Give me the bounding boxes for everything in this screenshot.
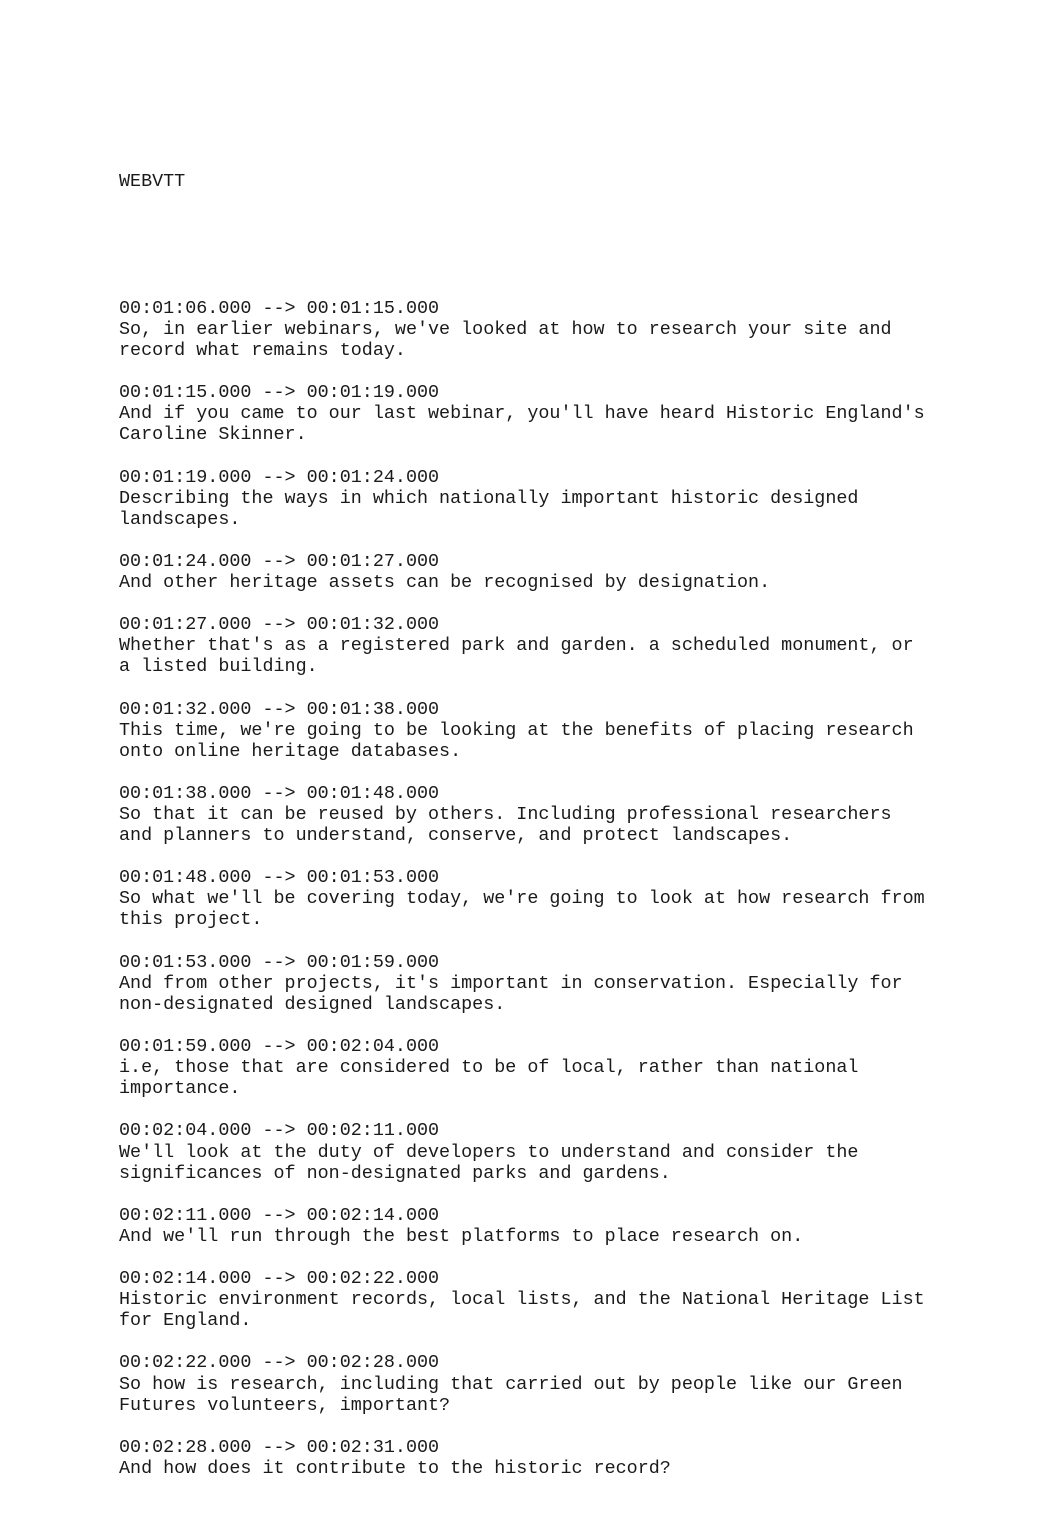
cue-text-line: And other heritage assets can be recognised by designation. xyxy=(119,571,771,593)
blank-line xyxy=(119,234,999,255)
transcript-page xyxy=(119,129,999,1521)
cue-text-line: So that it can be reused by others. Including professional researchers xyxy=(119,804,892,825)
cue-timing: 00:01:38.000 --> 00:01:48.000 xyxy=(119,782,440,804)
cue-text-line: importance. xyxy=(119,1078,241,1100)
cue-text-line: We'll look at the duty of developers to understand and consider the xyxy=(119,1141,859,1163)
cue xyxy=(119,298,999,361)
cue-text-line: a listed building. xyxy=(119,656,318,678)
cue-text-line: for England. xyxy=(119,1310,252,1332)
cue xyxy=(119,1036,999,1099)
cue-timing: 00:02:11.000 --> 00:02:14.000 xyxy=(119,1204,440,1226)
cue-timing: 00:01:19.000 --> 00:01:24.000 xyxy=(119,466,440,488)
cue xyxy=(119,1205,999,1247)
cue-timing: 00:01:48.000 --> 00:01:53.000 xyxy=(119,867,440,889)
cue xyxy=(119,1437,999,1479)
cue-text-line: record what remains today. xyxy=(119,339,406,361)
cue xyxy=(119,551,999,593)
cue-timing: 00:01:27.000 --> 00:01:32.000 xyxy=(119,614,440,636)
cue xyxy=(119,467,999,530)
cue-text-line: landscapes. xyxy=(119,508,241,530)
cue xyxy=(119,867,999,930)
file-header: WEBVTT xyxy=(119,171,186,193)
cue-text-line: this project. xyxy=(119,909,263,931)
cue-text-line: and planners to understand, conserve, and protect landscapes. xyxy=(119,825,793,847)
cue-text-line: i.e, those that are considered to be of local, rather than national xyxy=(119,1057,859,1079)
cue xyxy=(119,1120,999,1183)
cue xyxy=(119,614,999,677)
cue-text-line: So what we'll be covering today, we're going to look at how research from xyxy=(119,888,925,910)
cue-text-line: Futures volunteers, important? xyxy=(119,1394,451,1416)
cue-text-line: onto online heritage databases. xyxy=(119,740,462,762)
cue-text-line: Caroline Skinner. xyxy=(119,424,307,446)
cue-timing: 00:01:59.000 --> 00:02:04.000 xyxy=(119,1036,440,1058)
cue-timing: 00:02:04.000 --> 00:02:11.000 xyxy=(119,1120,440,1142)
cue-text-line: So how is research, including that carried out by people like our Green xyxy=(119,1373,903,1395)
cue-text-line: significances of non-designated parks and gardens. xyxy=(119,1162,671,1184)
cue xyxy=(119,783,999,846)
cue xyxy=(119,382,999,445)
cue-text-line: And we'll run through the best platforms to place research on. xyxy=(119,1225,804,1247)
cue xyxy=(119,1352,999,1415)
cue-text-line: And how does it contribute to the historic record? xyxy=(119,1457,671,1479)
cue-timing: 00:01:53.000 --> 00:01:59.000 xyxy=(119,951,440,973)
cue-timing: 00:01:32.000 --> 00:01:38.000 xyxy=(119,698,440,720)
cue-timing: 00:01:15.000 --> 00:01:19.000 xyxy=(119,382,440,404)
cue xyxy=(119,1268,999,1331)
cue-text-line: Describing the ways in which nationally important historic designed xyxy=(119,487,859,509)
cue-text-line: So, in earlier webinars, we've looked at how to research your site and xyxy=(119,318,892,340)
cue xyxy=(119,699,999,762)
cue-list xyxy=(119,298,999,1479)
cue-timing: 00:02:28.000 --> 00:02:31.000 xyxy=(119,1436,440,1458)
cue-text-line: This time, we're going to be looking at the benefits of placing research xyxy=(119,719,914,741)
cue-text-line: And if you came to our last webinar, you'll have heard Historic England's xyxy=(119,403,925,425)
cue-timing: 00:01:06.000 --> 00:01:15.000 xyxy=(119,297,440,319)
cue-timing: 00:02:14.000 --> 00:02:22.000 xyxy=(119,1268,440,1290)
cue xyxy=(119,952,999,1015)
cue-text-line: And from other projects, it's important in conservation. Especially for xyxy=(119,972,903,994)
cue-text-line: non-designated designed landscapes. xyxy=(119,993,506,1015)
cue-timing: 00:02:22.000 --> 00:02:28.000 xyxy=(119,1352,440,1374)
cue-text-line: Whether that's as a registered park and garden. a scheduled monument, or xyxy=(119,635,914,657)
cue-text-line: Historic environment records, local lists, and the National Heritage List xyxy=(119,1289,925,1311)
cue-timing: 00:01:24.000 --> 00:01:27.000 xyxy=(119,550,440,572)
